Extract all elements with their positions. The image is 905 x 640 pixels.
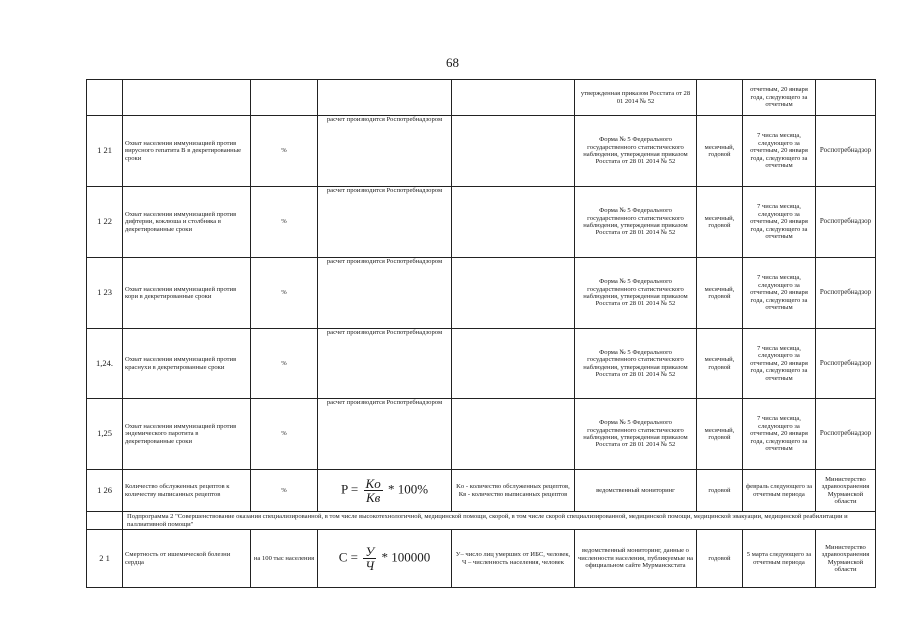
- indicator-name: Количество обслуженных рецептов к количеству выписанных рецептов: [123, 470, 251, 512]
- doc-cell: ведомственный мониторинг: [575, 470, 697, 512]
- doc-cell: Форма № 5 Федерального государственного статистического наблюдения, утвержденная приказом Росстата от 28 01 2014 № 52: [575, 258, 697, 329]
- formula-denominator: Kв: [365, 490, 381, 505]
- period-cell: годовой: [697, 470, 743, 512]
- table-row: [87, 258, 876, 329]
- unit-cell: %: [251, 470, 318, 512]
- doc-cell: Форма № 5 Федерального государственного статистического наблюдения, утвержденная приказом Росстата от 28 01 2014 № 52: [575, 187, 697, 258]
- responsible-cell: Роспотребнадзор: [816, 329, 876, 399]
- variables-cell: Ko - количество обслуженных рецептов, Кв - количество выписанных рецептов: [452, 470, 575, 512]
- unit-cell: %: [251, 399, 318, 470]
- doc-cell: ведомственный мониторинг, данные о численности населения, публикуемые на официальном сайте Мурманскстата: [575, 530, 697, 588]
- period-cell: месячный, годовой: [697, 258, 743, 329]
- period-cell: месячный, годовой: [697, 329, 743, 399]
- period-cell: месячный, годовой: [697, 187, 743, 258]
- row-number: 1 22: [87, 187, 123, 258]
- deadline-cell: 5 марта следующего за отчетным периода: [743, 530, 816, 588]
- table-row-continuation: [87, 80, 876, 116]
- unit-cell: %: [251, 258, 318, 329]
- formula-lhs: P =: [340, 481, 359, 497]
- indicator-name: Охват населения иммунизацией против краснухи в декретированные сроки: [123, 329, 251, 399]
- indicators-table: [86, 79, 876, 588]
- unit-cell: %: [251, 116, 318, 187]
- responsible-cell: Роспотребнадзор: [816, 258, 876, 329]
- formula-mortality: [318, 530, 452, 588]
- unit-cell: %: [251, 187, 318, 258]
- row-number: 1 23: [87, 258, 123, 329]
- method-cell: расчет производится Роспотребнадзором: [318, 399, 452, 470]
- indicator-name: Охват населения иммунизацией против дифтерии, коклюша и столбняка в декретированные сроки: [123, 187, 251, 258]
- formula-rhs: * 100%: [387, 481, 429, 497]
- deadline-cell: 7 числа месяца, следующего за отчетным, 20 января года, следующего за отчетным: [743, 399, 816, 470]
- page-number: 68: [446, 55, 459, 70]
- deadline-cell: отчетным, 20 января года, следующего за отчетным: [743, 80, 816, 116]
- subprogram-title: Подпрограмма 2 "Совершенствование оказания специализированной, в том числе высокотехнологичной, медицинской помощи, скорой, в том числе скорой специализированной, медицинской помощи, медицинской эвакуации, медицинской реабилитации и паллиативной помощи": [123, 512, 876, 530]
- responsible-cell: Министерство здравоохранения Мурманской области: [816, 470, 876, 512]
- period-cell: месячный, годовой: [697, 399, 743, 470]
- deadline-cell: 7 числа месяца, следующего за отчетным, 20 января года, следующего за отчетным: [743, 329, 816, 399]
- method-cell: расчет производится Роспотребнадзором: [318, 258, 452, 329]
- responsible-cell: Министерство здравоохранения Мурманской области: [816, 530, 876, 588]
- method-cell: расчет производится Роспотребнадзором: [318, 116, 452, 187]
- row-number: 1 26: [87, 470, 123, 512]
- indicator-name: Смертность от ишемической болезни сердца: [123, 530, 251, 588]
- responsible-cell: Роспотребнадзор: [816, 116, 876, 187]
- responsible-cell: Роспотребнадзор: [816, 187, 876, 258]
- formula-prescriptions: [318, 470, 452, 512]
- doc-cell: Форма № 5 Федерального государственного статистического наблюдения, утвержденная приказом Росстата от 28 01 2014 № 52: [575, 399, 697, 470]
- unit-cell: на 100 тыс населения: [251, 530, 318, 588]
- row-number: 1,24.: [87, 329, 123, 399]
- table-row-prescriptions: [87, 470, 876, 512]
- unit-cell: %: [251, 329, 318, 399]
- method-cell: расчет производится Роспотребнадзором: [318, 187, 452, 258]
- period-cell: месячный, годовой: [697, 116, 743, 187]
- subprogram-row: [87, 512, 876, 530]
- deadline-cell: 7 числа месяца, следующего за отчетным, 20 января года, следующего за отчетным: [743, 116, 816, 187]
- table-row: [87, 187, 876, 258]
- formula-rhs: * 100000: [381, 549, 431, 565]
- formula-numerator: Ko: [365, 476, 381, 491]
- row-number: 2 1: [87, 530, 123, 588]
- table-row: [87, 329, 876, 399]
- formula-fraction: [363, 545, 376, 572]
- formula-numerator: У: [363, 545, 376, 559]
- deadline-cell: февраль следующего за отчетным периода: [743, 470, 816, 512]
- table-row-ihd-mortality: [87, 530, 876, 588]
- variables-cell: У– число лиц умерших от ИБС, человек, Ч – численность населения, человек: [452, 530, 575, 588]
- method-cell: расчет производится Роспотребнадзором: [318, 329, 452, 399]
- doc-cell: Форма № 5 Федерального государственного статистического наблюдения, утвержденная приказом Росстата от 28 01 2014 № 52: [575, 116, 697, 187]
- indicator-name: Охват населения иммунизацией против кори в декретированные сроки: [123, 258, 251, 329]
- row-number: 1,25: [87, 399, 123, 470]
- doc-cell: Форма № 5 Федерального государственного статистического наблюдения, утвержденная приказом Росстата от 28 01 2014 № 52: [575, 329, 697, 399]
- formula-lhs: C =: [338, 549, 359, 565]
- period-cell: годовой: [697, 530, 743, 588]
- formula-denominator: Ч: [365, 558, 375, 573]
- indicator-name: Охват населения иммунизацией против эндемического паротита в декретированные сроки: [123, 399, 251, 470]
- row-number: 1 21: [87, 116, 123, 187]
- deadline-cell: 7 числа месяца, следующего за отчетным, 20 января года, следующего за отчетным: [743, 187, 816, 258]
- formula-fraction: [364, 477, 383, 504]
- indicator-name: Охват населения иммунизацией против вирусного гепатита В в декретированные сроки: [123, 116, 251, 187]
- table-row: [87, 399, 876, 470]
- responsible-cell: Роспотребнадзор: [816, 399, 876, 470]
- deadline-cell: 7 числа месяца, следующего за отчетным, 20 января года, следующего за отчетным: [743, 258, 816, 329]
- doc-cell: утвержденная приказом Росстата от 28 01 2014 № 52: [575, 80, 697, 116]
- table-row: [87, 116, 876, 187]
